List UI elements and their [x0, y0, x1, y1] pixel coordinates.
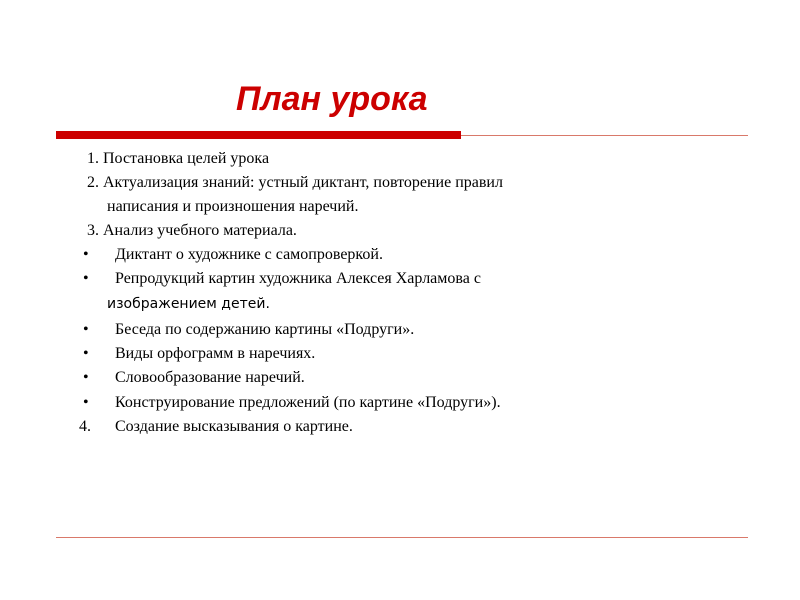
plan-subitem-reproductions: Репродукций картин художника Алексея Харламова с: [115, 270, 481, 287]
footer-rule: [56, 537, 748, 538]
plan-subitem-spelling-types: Виды орфограмм в наречиях.: [115, 345, 316, 362]
bullet-marker: •: [83, 345, 89, 362]
bullet-marker: •: [83, 246, 89, 263]
title-underline-thin: [461, 135, 748, 136]
plan-item-3: 3. Анализ учебного материала.: [87, 222, 297, 239]
plan-subitem-word-formation: Словообразование наречий.: [115, 369, 305, 386]
plan-item-4-number: 4.: [79, 418, 91, 435]
plan-item-2: 2. Актуализация знаний: устный диктант, повторение правил: [87, 174, 503, 191]
bullet-marker: •: [83, 369, 89, 386]
plan-subitem-dictation: Диктант о художнике с самопроверкой.: [115, 246, 383, 263]
bullet-marker: •: [83, 394, 89, 411]
plan-subitem-reproductions-continued: изображением детей.: [107, 296, 270, 312]
plan-subitem-conversation: Беседа по содержанию картины «Подруги».: [115, 321, 415, 338]
bullet-marker: •: [83, 321, 89, 338]
plan-item-2-continued: написания и произношения наречий.: [107, 198, 359, 215]
plan-item-1: 1. Постановка целей урока: [87, 150, 270, 167]
slide-title: План урока: [236, 80, 428, 118]
plan-item-4: Создание высказывания о картине.: [115, 418, 353, 435]
plan-subitem-sentence-construction: Конструирование предложений (по картине «Подруги»).: [115, 394, 501, 411]
title-underline-thick: [56, 131, 461, 139]
bullet-marker: •: [83, 270, 89, 287]
